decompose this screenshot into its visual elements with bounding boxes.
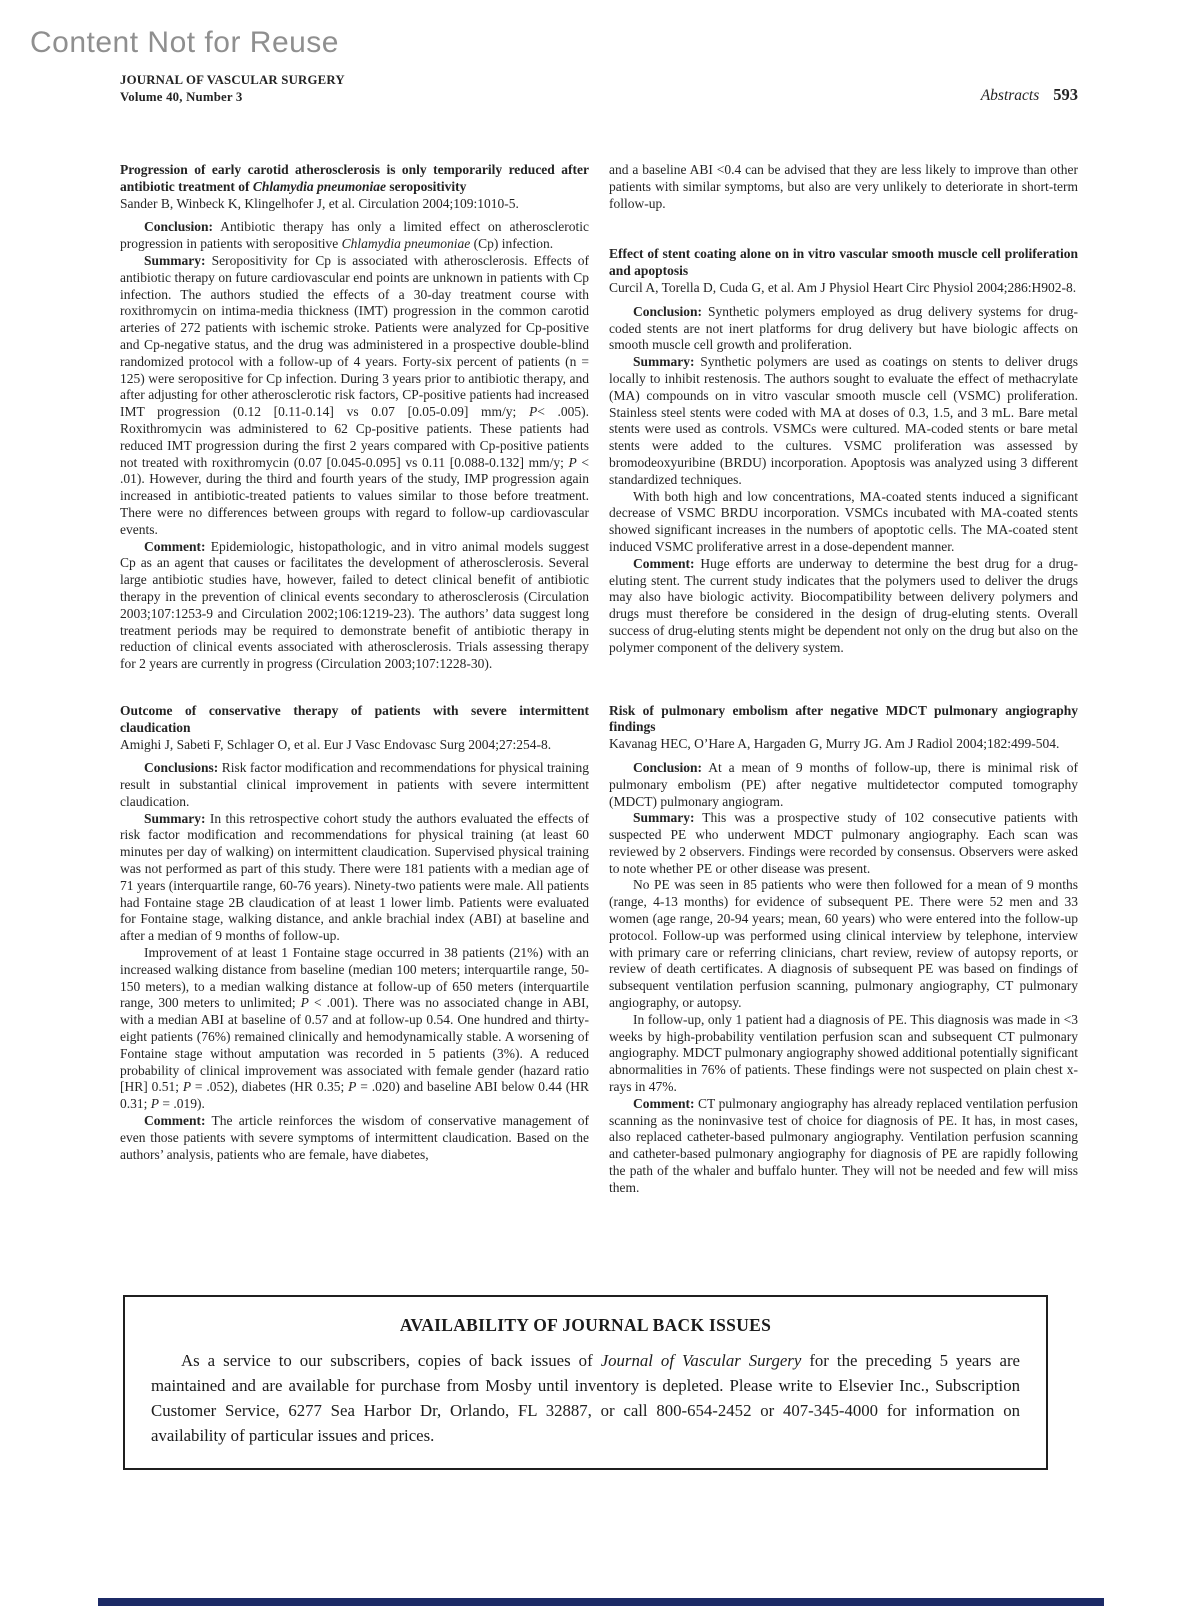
text-run: Summary: (633, 810, 695, 826)
text-run: Conclusions: (144, 760, 219, 776)
text-run: Synthetic polymers are used as coatings on stents to deliver drugs locally to inhibit restenosis. The authors sought to evaluate the effect of methacrylate (MA) compounds on in vitro vascular smooth muscle cell (VSMC) proliferation. Stainless steel stents were coded with MA at doses of 0.3, 1.5, and 3 mL. Bare metal stents were used as controls. VSMCs were cultured. MA-coded stents or bare metal stents were added to the cultures. VSMC proliferation was assessed by bromodeoxyuribine (BRDU) incorporation. Apoptosis was analyzed using 3 different standardized techniques. (609, 354, 1078, 487)
text-run: Effect of stent coating alone on in vitro vascular smooth muscle cell proliferation and apoptosis (609, 246, 1078, 279)
text-run: At a mean of 9 months of follow-up, there is minimal risk of pulmonary embolism (PE) after negative multidetector computed tomography (MDCT) pulmonary angiogram. (609, 759, 1078, 809)
paragraph (609, 760, 1078, 810)
text-run: Epidemiologic, histopathologic, and in vitro animal models suggest Cp as an agent that causes or facilitates the development of atherosclerosis. Several large antibiotic studies have, however, failed to detect clinical benefit of antibiotic therapy in the prevention of clinical events secondary to atherosclerosis (Circulation 2003;107:1253-9 and Circulation 2002;106:1219-23). The authors’ data suggest long treatment periods may be required to demonstrate benefit of antibiotic therapy in reduction of clinical events associated with atherosclerosis. Trials assessing therapy for 2 years are currently in progress (Circulation 2003;107:1228-30). (120, 538, 589, 672)
text-run: Chlamydia pneumoniae (341, 236, 471, 252)
journal-title: JOURNAL OF VASCULAR SURGERY (120, 73, 345, 87)
text-run: This was a prospective study of 102 consecutive patients with suspected PE who underwent MDCT pulmonary angiography. Each scan was reviewed by 2 observers. Findings were recorded by consensus. Observers were asked to note whether PE or other disease was present. (609, 810, 1078, 876)
running-head (981, 85, 1078, 106)
text-run: Comment: (144, 538, 206, 554)
text-run: for the preceding 5 years are maintained and are available for purchase from Mosby until inventory is depleted. Please write to Elsevier Inc., Subscription Customer Service, 6277 Sea Harbor Dr, Orlando, FL 32887, or call 800-654-2452 or 407-345-4000 for information on availability of particular issues and prices. (151, 1351, 1020, 1445)
text-run: Summary: (633, 354, 695, 370)
text-run: As a service to our subscribers, copies of back issues of (181, 1351, 601, 1370)
paragraph (120, 219, 589, 253)
paragraph (609, 556, 1078, 657)
paragraph (609, 489, 1078, 556)
paragraph (609, 810, 1078, 877)
abstract-citation: Curcil A, Torella D, Cuda G, et al. Am J Physiol Heart Circ Physiol 2004;286:H902-8. (609, 279, 1077, 295)
text-run: Comment: (633, 1095, 695, 1111)
text-run: Seropositivity for Cp is associated with atherosclerosis. Effects of antibiotic therapy on future cardiovascular end points are unknown in patients with Cp infection. The authors studied the effects of a 30-day treatment course with roxithromycin on intima-media thickness (IMT) progression in the common carotid arteries of 272 patients with ischemic stroke. Patients were analyzed for Cp-positive and Cp-negative status, and the drug was administered in a prospective double-blind randomized protocol with a follow-up of 4 years. Forty-six percent of patients (n = 125) were seropositive for Cp infection. During 3 years prior to antibiotic therapy, and after adjusting for other atherosclerotic risk factors, CP-positive patients had increased IMT progression (0.12 [0.11-0.14] vs 0.07 [0.05-0.09] mm/y; (120, 252, 589, 420)
text-run: With both high and low concentrations, MA-coated stents induced a significant decrease of VSMC BRDU incorporation. VSMCs incubated with MA-coated stents showed significant increases in the numbers of apoptotic cells. The MA-coated stent induced VSMC proliferative arrest in a dose-dependent manner. (609, 488, 1078, 554)
back-issues-body (151, 1348, 1020, 1448)
scan-edge-bar (98, 1598, 1104, 1606)
text-run: < .001). There was no associated change in ABI, with a median ABI at baseline of 0.57 and at follow-up 0.54. One hundred and thirty-eight patients (76%) remained clinically and hemodynamically stable. A worsening of Fontaine stage without amputation was recorded in 5 patients (3%). A reduced probability of clinical improvement was associated with female gender (hazard ratio [HR] 0.51; (120, 995, 589, 1095)
paragraph (120, 1113, 589, 1163)
abstract-body (609, 760, 1078, 1197)
text-run: = .052), diabetes (HR 0.35; (191, 1079, 349, 1095)
right-column (609, 162, 1078, 1197)
paragraph (609, 1096, 1078, 1197)
abstract-stent-coating (609, 246, 1078, 656)
journal-volume: Volume 40, Number 3 (120, 90, 243, 104)
two-column-body (120, 162, 1078, 1197)
text-run: P (300, 995, 309, 1011)
abstract-title (120, 162, 589, 196)
text-run: The article reinforces the wisdom of conservative management of even those patients with severe symptoms of intermittent claudication. Based on the authors’ analysis, patients who are female, have diabetes, (120, 1113, 589, 1162)
text-run: Journal of Vascular Surgery (600, 1351, 802, 1370)
text-run: Conclusion: (144, 219, 214, 235)
text-run: = .020) and baseline ABI below 0.44 (HR 0.31; (120, 1079, 590, 1112)
abstract-progression-carotid (120, 162, 589, 673)
text-run: Improvement of at least 1 Fontaine stage occurred in 38 patients (21%) with an increased walking distance from baseline (median 100 meters; interquartile range, 50-150 meters), to a median walking distance at follow-up of 650 meters (interquartile range, 300 meters to unlimited; (120, 945, 589, 1011)
paragraph (609, 877, 1078, 1011)
text-run: seropositivity (386, 178, 467, 194)
text-run: Risk of pulmonary embolism after negative MDCT pulmonary angiography findings (609, 702, 1078, 735)
paragraph (120, 253, 589, 539)
abstract-citation: Kavanag HEC, O’Hare A, Hargaden G, Murry JG. Am J Radiol 2004;182:499-504. (609, 736, 1060, 752)
text-run: In this retrospective cohort study the authors evaluated the effects of risk factor modification and recommendations for physical training (at least 60 minutes per day of walking) on intermittent claudication. Supervised physical training was not performed as part of this study. There were 181 patients with a median age of 71 years (interquartile range, 60-76 years). Ninety-two patients were male. All patients had Fontaine stage 2B claudication of at least 1 lower limb. Patients were evaluated for Fontaine stage, walking distance, and ankle brachial index (ABI) at baseline and after a median of 9 months of follow-up. (120, 810, 589, 944)
section-label: Abstracts (980, 87, 1040, 104)
abstract-body (120, 760, 589, 1163)
text-run: P (150, 1096, 160, 1112)
text-run: No PE was seen in 85 patients who were then followed for a mean of 9 months (range, 4-13 months) for evidence of subsequent PE. There were 52 men and 33 women (age range, 20-94 years; mean, 60 years) who were entered into the follow-up protocol. Follow-up was performed using clinical interview by telephone, interview with primary care or referring clinicians, chart review, review of autopsy reports, or review of death certificates. A diagnosis of subsequent PE was based on findings of subsequent ventilation perfusion scanning, pulmonary angiography, CT pulmonary angiography, or autopsy. (609, 877, 1078, 1011)
paragraph (120, 945, 589, 1113)
abstract-title (609, 246, 1078, 280)
text-run: Huge efforts are underway to determine the best drug for a drug-eluting stent. The current study indicates that the polymers used to deliver the drugs may also have biologic activity. Biocompatibility between delivery polymers and drugs must therefore be considered in the design of drug-eluting stents. Overall success of drug-eluting stents might be dependent not only on the drug but also on the polymer component of the delivery system. (609, 555, 1078, 655)
paragraph (120, 539, 589, 673)
back-issues-box (123, 1295, 1048, 1470)
text-run: Risk factor modification and recommendations for physical training result in substantial clinical improvement in patients with severe intermittent claudication. (120, 760, 589, 809)
paragraph (609, 1012, 1078, 1096)
abstract-body (120, 219, 589, 673)
abstract-title (120, 703, 589, 737)
watermark-text: Content Not for Reuse (30, 26, 339, 59)
text-run: P (528, 404, 538, 420)
text-run: Comment: (144, 1113, 206, 1129)
paragraph (609, 304, 1078, 354)
text-run: = .019). (159, 1096, 205, 1112)
text-run: Conclusion: (633, 303, 703, 319)
text-run: In follow-up, only 1 patient had a diagnosis of PE. This diagnosis was made in <3 weeks by high-probability ventilation perfusion scan and subsequent CT pulmonary angiography. MDCT pulmonary angiography showed additional potentially significant abnormalities in 76% of patients. These findings were not suspected on plain chest x-rays in 47%. (609, 1011, 1078, 1095)
text-run: Conclusion: (633, 759, 703, 775)
journal-masthead (120, 72, 345, 106)
paragraph (609, 162, 1078, 212)
text-run: Summary: (144, 252, 206, 268)
text-run: Summary: (144, 810, 206, 826)
back-issues-title: AVAILABILITY OF JOURNAL BACK ISSUES (399, 1315, 772, 1335)
page-header (120, 72, 1078, 106)
text-run: (Cp) infection. (470, 236, 554, 252)
paragraph (120, 760, 589, 810)
page-number: 593 (1053, 85, 1078, 104)
text-run: < .005). Roxithromycin was administered to 62 Cp-positive patients. These patients had reduced IMT progression during the first 2 years compared with Cp-positive patients not treated with roxithromycin (0.07 [0.045-0.095] vs 0.11 [0.088-0.132] mm/y; (120, 404, 590, 470)
text-run: CT pulmonary angiography has already replaced ventilation perfusion scanning as the noninvasive test of choice for diagnosis of PE. It has, in most cases, also replaced catheter-based pulmonary angiography. Ventilation perfusion scanning and catheter-based pulmonary angiography for diagnosis of PE are rapidly following the path of the whaler and buffalo hunter. They will not be needed and few will miss them. (609, 1095, 1078, 1195)
abstract-citation: Amighi J, Sabeti F, Schlager O, et al. Eur J Vasc Endovasc Surg 2004;27:254-8. (120, 736, 552, 752)
paragraph (120, 811, 589, 945)
text-run: P (182, 1079, 192, 1095)
left-column (120, 162, 589, 1197)
text-run: Synthetic polymers employed as drug delivery systems for drug-coded stents are not inert platforms for drug delivery but have biologic affects on smooth muscle cell growth and proliferation. (609, 303, 1078, 353)
text-run: Outcome of conservative therapy of patients with severe intermittent claudication (120, 702, 589, 735)
abstract-citation: Sander B, Winbeck K, Klingelhofer J, et al. Circulation 2004;109:1010-5. (120, 195, 519, 211)
text-run: and a baseline ABI <0.4 can be advised that they are less likely to improve than other patients with similar symptoms, but also are very unlikely to deteriorate in short-term follow-up. (609, 162, 1078, 211)
text-run: Progression of early carotid atherosclerosis is only temporarily reduced after antibiotic treatment of (120, 162, 589, 194)
text-run: P (348, 1079, 357, 1095)
abstract-conservative-therapy (120, 703, 589, 1164)
text-run: < .01). However, during the third and fourth years of the study, IMP progression again increased in antibiotic-treated patients to values similar to those before treatment. There were no differences between groups with regard to follow-up cardiovascular events. (120, 454, 589, 537)
paragraph (609, 354, 1078, 488)
continued-paragraph (609, 162, 1078, 212)
abstract-body (609, 304, 1078, 657)
text-run: Chlamydia pneumoniae (252, 178, 387, 194)
abstract-pulmonary-embolism (609, 703, 1078, 1197)
abstract-title (609, 703, 1078, 737)
text-run: P (568, 454, 577, 470)
text-run: Antibiotic therapy has only a limited effect on atherosclerotic progression in patients with seropositive (120, 219, 589, 252)
text-run: Comment: (633, 555, 695, 571)
